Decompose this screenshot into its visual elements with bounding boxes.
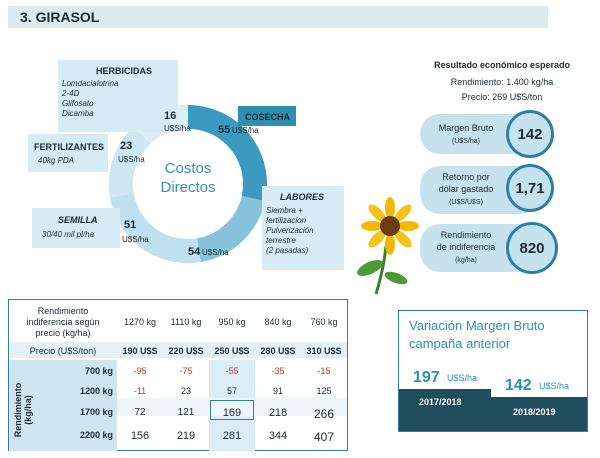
margin-cell: 218 — [268, 407, 288, 419]
rendimiento-precio-table — [8, 299, 348, 451]
fertilizantes-value: 23 — [120, 140, 133, 152]
margin-cell: -35 — [271, 366, 285, 376]
resultado-precio: Precio: 269 U$S/ton — [461, 92, 543, 102]
header-label-line: indiferencia según — [26, 317, 100, 327]
retorno-label-1: Retorno por — [442, 172, 490, 182]
rend-label: 2200 kg — [79, 430, 113, 440]
donut-center-label — [150, 159, 226, 197]
variacion-title — [409, 317, 545, 353]
labores-item: Pulverización — [266, 226, 314, 235]
curr-unit: U$S/ha — [539, 381, 570, 391]
sunflower-leaf — [383, 269, 409, 287]
labores-item: terrestre — [266, 236, 296, 245]
semilla-item: 30/40 mil pl/ha — [42, 230, 95, 239]
rend-label: 1700 kg — [79, 407, 113, 417]
herbicidas-list — [62, 79, 118, 119]
margin-cell: -95 — [133, 366, 147, 376]
indif-value: 820 — [506, 222, 558, 274]
variacion-title-line1: Variación Margen Bruto — [409, 318, 545, 333]
donut-center-line1: Costos — [164, 160, 212, 177]
fertilizantes-box — [28, 134, 108, 172]
precio-cell: 310 U$S — [306, 346, 342, 356]
herbicidas-title: HERBICIDAS — [96, 66, 153, 76]
margin-cell: 91 — [272, 386, 283, 396]
semilla-box — [32, 208, 120, 248]
labores-item: Siembra + — [266, 206, 303, 215]
margin-cell: -75 — [179, 366, 193, 376]
labores-value: 54 — [188, 246, 201, 258]
margin-cell: 344 — [268, 430, 288, 442]
header-label-line: Rendimiento — [37, 306, 89, 316]
labores-title: LABORES — [280, 192, 325, 202]
indif-label-1: Rendimiento — [440, 230, 492, 240]
margin-cell: -11 — [133, 386, 147, 396]
margin-cell: 266 — [313, 407, 335, 421]
rend-label: 1200 kg — [79, 386, 113, 396]
donut-center-line2: Directos — [160, 179, 216, 196]
rend-label: 700 kg — [84, 366, 113, 376]
indif-cell: 760 kg — [310, 317, 338, 327]
precio-cell: 220 U$S — [168, 346, 204, 356]
prev-band — [399, 389, 491, 432]
herbicidas-value: 16 — [164, 110, 177, 122]
variacion-margen-box — [398, 310, 588, 432]
resultado-title: Resultado económico esperado — [433, 60, 571, 70]
herbicidas-unit: U$S/ha — [164, 124, 191, 133]
cosecha-unit: U$S/ha — [232, 126, 259, 135]
indif-cell: 1270 kg — [123, 317, 157, 327]
herbicida-item: Dicamba — [62, 109, 94, 118]
semilla-value: 51 — [124, 219, 137, 231]
retorno-value: 1,71 — [506, 164, 554, 212]
prev-value: 197 — [413, 369, 440, 386]
herbicida-item: Lomdacialotrina — [62, 79, 119, 88]
cosecha-title: COSECHA — [245, 112, 291, 122]
herbicida-item: Glifosato — [62, 99, 94, 108]
margin-cell: -15 — [317, 366, 331, 376]
retorno-label-2: dólar gastado — [438, 184, 494, 194]
precio-cell: 280 U$S — [260, 346, 296, 356]
fertilizantes-title: FERTILIZANTES — [34, 142, 104, 152]
margin-cell: -55 — [225, 366, 239, 376]
table-header-label — [13, 306, 113, 339]
curr-value: 142 — [505, 377, 532, 394]
header-label-line: precio (kg/ha) — [35, 328, 91, 338]
variacion-title-line2: campaña anterior — [409, 336, 511, 351]
prev-label: 2017/2018 — [419, 397, 462, 407]
indif-unit: (kg/ha) — [455, 257, 477, 264]
margen-label: Margen Bruto — [438, 123, 494, 133]
margen-unit: (U$S/ha) — [451, 138, 480, 145]
precio-label: Precio (U$S/ton) — [29, 346, 97, 356]
margin-cell: 281 — [222, 430, 242, 442]
sunflower-head — [361, 197, 419, 255]
margen-value: 142 — [506, 110, 554, 158]
margin-cell: 407 — [313, 430, 335, 444]
margin-cell: 125 — [316, 386, 332, 396]
prev-unit: U$S/ha — [447, 373, 478, 383]
page-title: 3. GIRASOL — [20, 9, 100, 25]
labores-item: (2 pasadas) — [266, 246, 309, 255]
fertilizantes-unit: U$S/ha — [118, 155, 145, 164]
labores-item: fertilizacion — [266, 216, 307, 225]
margin-cell: 23 — [180, 386, 191, 396]
margin-cell: 219 — [176, 430, 196, 442]
side-label: Rendimiento (kg/ha) — [13, 382, 33, 438]
margin-cell: 169 — [222, 407, 242, 419]
herbicida-item: 2-4D — [62, 89, 80, 98]
margin-cell: 121 — [177, 407, 195, 418]
semilla-title: SEMILLA — [58, 215, 98, 225]
sunflower-illustration — [350, 196, 422, 296]
precio-cell: 250 U$S — [214, 346, 250, 356]
indif-cell: 840 kg — [264, 317, 292, 327]
semilla-unit: U$S/ha — [122, 235, 149, 244]
resultado-rendimiento: Rendimiento: 1.400 kg/ha — [450, 77, 554, 87]
precio-cell: 190 U$S — [122, 346, 158, 356]
indif-label-2: de indiferencia — [436, 242, 496, 252]
labores-list — [266, 206, 314, 256]
indif-cell: 950 kg — [218, 317, 246, 327]
indif-cell: 1110 kg — [170, 317, 202, 327]
fertilizantes-item: 40kg PDA — [38, 156, 75, 165]
retorno-unit: (U$S/U$S) — [449, 199, 483, 206]
margin-cell: 57 — [226, 386, 237, 396]
curr-label: 2018/2019 — [513, 407, 556, 417]
margin-cell: 156 — [130, 430, 150, 442]
margin-cell: 72 — [134, 407, 146, 418]
labores-unit: U$S/ha — [202, 248, 229, 257]
cosecha-value: 55 — [218, 124, 231, 136]
